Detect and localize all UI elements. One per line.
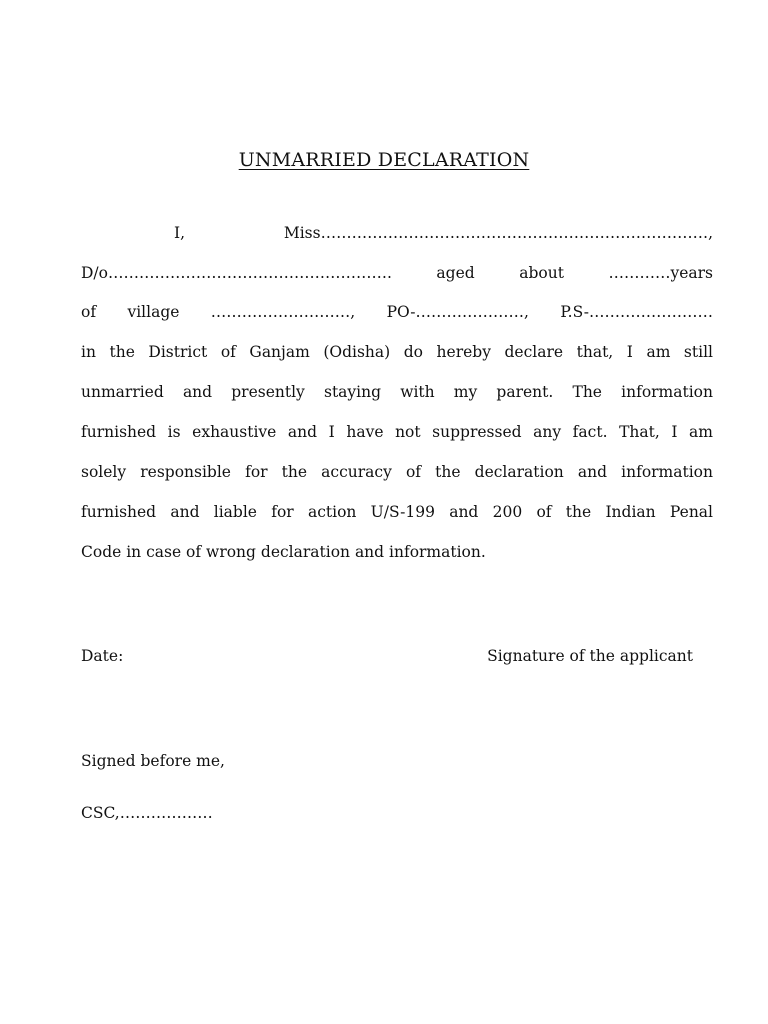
document-title [0, 146, 768, 174]
body-line-2: D/o………………………………………………. aged about …………years [81, 264, 713, 282]
csc-line: CSC,……………… [81, 804, 213, 822]
body-line-4: in the District of Ganjam (Odisha) do hereby declare that, I am still [81, 343, 713, 361]
body-line-6: furnished is exhaustive and I have not suppressed any fact. That, I am [81, 423, 713, 441]
body-line-5: unmarried and presently staying with my parent. The information [81, 383, 713, 401]
body-line-9: Code in case of wrong declaration and information. [81, 543, 486, 561]
document-title-text: UNMARRIED DECLARATION [238, 149, 530, 171]
body-line-8: furnished and liable for action U/S-199 and 200 of the Indian Penal [81, 503, 713, 521]
signed-before-text: Signed before me, [81, 752, 225, 770]
body-line-3: of village ………………………, PO-…………………, P.S-…………………… [81, 303, 713, 321]
body-line-1: I, Miss…………………………………………………………………, [174, 224, 713, 242]
date-label: Date: [81, 647, 124, 665]
signature-label: Signature of the applicant [487, 647, 693, 665]
body-line-7: solely responsible for the accuracy of the declaration and information [81, 463, 713, 481]
date-signature-row [81, 645, 713, 667]
